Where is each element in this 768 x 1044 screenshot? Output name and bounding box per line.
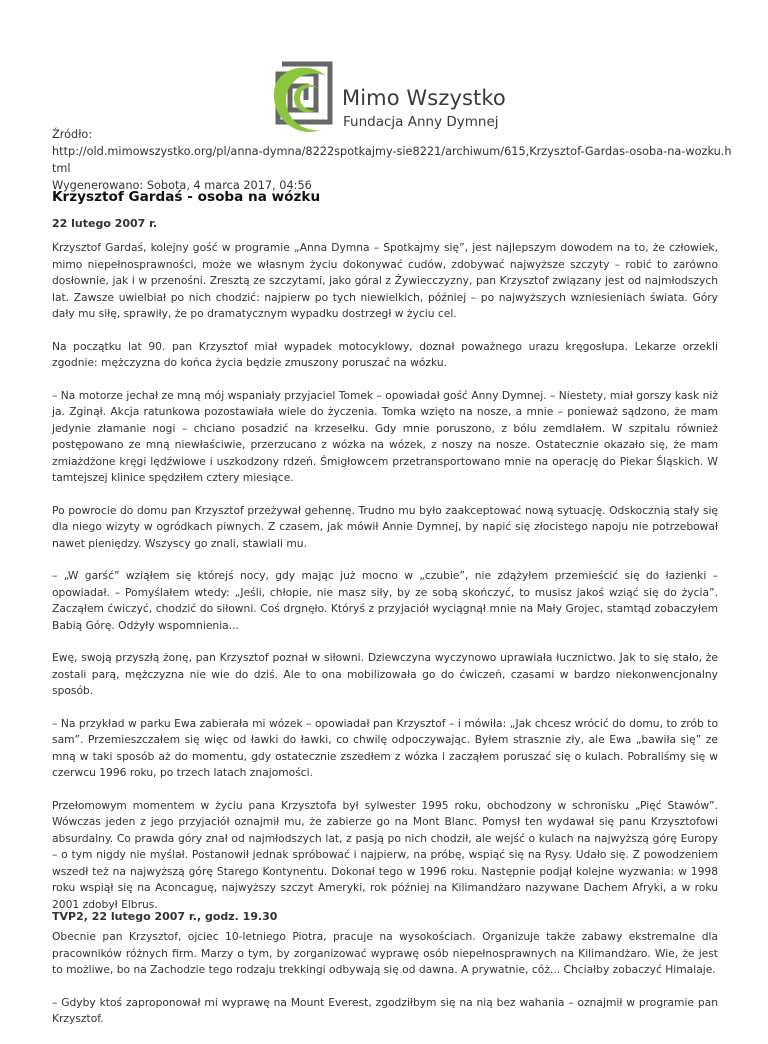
article-paragraph: – Na motorze jechał ze mną mój wspaniały przyjaciel Tomek – opowiadał gość Anny Dymnej. – Niestety, miał gorszy kask niż ja. Zginął. Akcja ratunkowa pozostawiała wiele do życzenia. Tomka wzięto na nosze, a mnie – ponieważ sądzono, że mam jedynie złamanie nogi – chciano posadzić na krzesełku. Gdy mnie poruszono, z bólu zemdlałem. W szpitalu również postępowano ze mną niewłaściwie, przerzucano z wózka na wózek, z noszy na nosze. Ostatecznie okazało się, że mam zmiażdżone kręgi lędźwiowe i uszkodzony rdzeń. Śmigłowcem przetransportowano mnie na operację do Piekar Śląskich. W tamtejszej klinice spędziłem cztery miesiące. [52,388,718,484]
article-paragraph: – Gdyby ktoś zaproponował mi wyprawę na Mount Everest, zgodziłbym się na nią bez wahania – oznajmił w programie pan Krzysztof. [52,995,718,1025]
article-paragraph: Przełomowym momentem w życiu pana Krzysztofa był sylwester 1995 roku, obchodzony w schronisku „Pięć Stawów”. Wówczas jeden z jego przyjaciół oznajmił mu, że zabierze go na Mont Blanc. Pomysł ten wydawał się panu Krzysztofowi absurdalny. Co prawda góry znał od najmłodszych lat, z pasją po nich chodził, ale wejść o kulach na najwyższą górę Europy – o tym nigdy nie myślał. Postanowił jednak spróbować i najpierw, na próbę, wspiąć się na Rysy. Udało się. Z powodzeniem wszedł też na najwyższą górę Starego Kontynentu. Dokonał tego w 1996 roku. Następnie podjął kolejne wyzwania: w 1998 roku wspiął się na Aconcaguę, najwyższy szczyt Ameryki, rok później na Kilimandżaro nazywane Dachem Afryki, a w roku 2001 zdobył Elbrus. [52,798,718,911]
article-date: 22 lutego 2007 r. [52,217,158,230]
article-paragraph: – „W garść” wziąłem się którejś nocy, gdy mając już mocno w „czubie”, nie zdążyłem przemieścić się do łazienki – opowiadał. – Pomyślałem wtedy: „Jeśli, chłopie, nie masz siły, by ze sobą skończyć, to musisz jakoś wziąć się do życia”. Zacząłem ćwiczyć, chodzić do siłowni. Coś drgnęło. Któryś z przyjaciół wyciągnął mnie na Mały Grojec, stamtąd zobaczyłem Babią Górę. Odżyły wspomnienia... [52,569,718,632]
source-meta [52,126,732,194]
article-paragraph: Ewę, swoją przyszłą żonę, pan Krzysztof poznał w siłowni. Dziewczyna wyczynowo uprawiała łucznictwo. Jak to się stało, że zostali parą, mężczyzna nie wie do dziś. Ale to ona mobilizowała go do ćwiczeń, czasami w bardzo niekonwencjonalny sposób. [52,651,718,697]
source-label: Źródło: [52,128,93,141]
generated-timestamp: Wygenerowano: Sobota, 4 marca 2017, 04:56 [52,179,312,192]
article-title: Krzysztof Gardaś - osoba na wózku [52,189,321,205]
source-url-line1: http://old.mimowszystko.org/pl/anna-dymna/8222spotkajmy-sie8221/archiwum/615,Krzysztof-Gardas-osoba-na-wozku.h [52,145,732,158]
logo-subtitle: Fundacja Anny Dymnej [343,114,499,130]
article-paragraph: – Na przykład w parku Ewa zabierała mi wózek – opowiadał pan Krzysztof – i mówiła: „Jak chcesz wrócić do domu, to zrób to sam”. Przemieszczałem się więc od ławki do ławki, co chwilę odpoczywając. Byłem strasznie zły, ale Ewa „bawiła się” ze mną w taki sposób aż do momentu, gdy ostatecznie zszedłem z wózka i zacząłem poruszać się o kulach. Pobraliśmy się w czerwcu 1996 roku, po trzech latach znajomości. [52,716,718,779]
article-paragraph: Na początku lat 90. pan Krzysztof miał wypadek motocyklowy, doznał poważnego urazu kręgosłupa. Lekarze orzekli zgodnie: mężczyzna do końca życia będzie zmuszony poruszać na wózku. [52,339,718,369]
broadcast-info: TVP2, 22 lutego 2007 r., godz. 19.30 [52,910,278,923]
source-url-line2: tml [52,162,71,175]
logo-name: Mimo Wszystko [342,86,506,110]
article-paragraph: Obecnie pan Krzysztof, ojciec 10-letniego Piotra, pracuje na wysokościach. Organizuje także zabawy ekstremalne dla pracowników różnych firm. Marzy o tym, by zorganizować wyprawę osób niepełnosprawnych na Kilimandżaro. Wie, że jest to możliwe, bo na Zachodzie tego rodzaju trekkingi odbywają się od dawna. A prywatnie, cóż... Chciałby zobaczyć Himalaje. [52,930,718,976]
article-paragraph: Krzysztof Gardaś, kolejny gość w programie „Anna Dymna – Spotkajmy się”, jest najlepszym dowodem na to, że człowiek, mimo niepełnosprawności, może we własnym życiu dokonywać cudów, zdobywać najwyższe szczyty – robić to zarówno dosłownie, jak i w przenośni. Zresztą ze szczytami, jako góral z Żywiecczyzny, pan Krzysztof związany jest od najmłodszych lat. Zawsze uwielbiał po nich chodzić: najpierw po tych niewielkich, później – po najwyższych wzniesieniach świata. Góry dały mu siłę, sprawiły, że po dramatycznym wypadku dostrzegł w życiu cel. [52,241,718,320]
article-paragraph: Po powrocie do domu pan Krzysztof przeżywał gehennę. Trudno mu było zaakceptować nową sytuację. Odskocznią stały się dla niego wizyty w ogródkach piwnych. Z czasem, jak mówił Annie Dymnej, by napić się złocistego napoju nie potrzebował nawet pieniędzy. Wszyscy go znali, stawiali mu. [52,503,718,550]
